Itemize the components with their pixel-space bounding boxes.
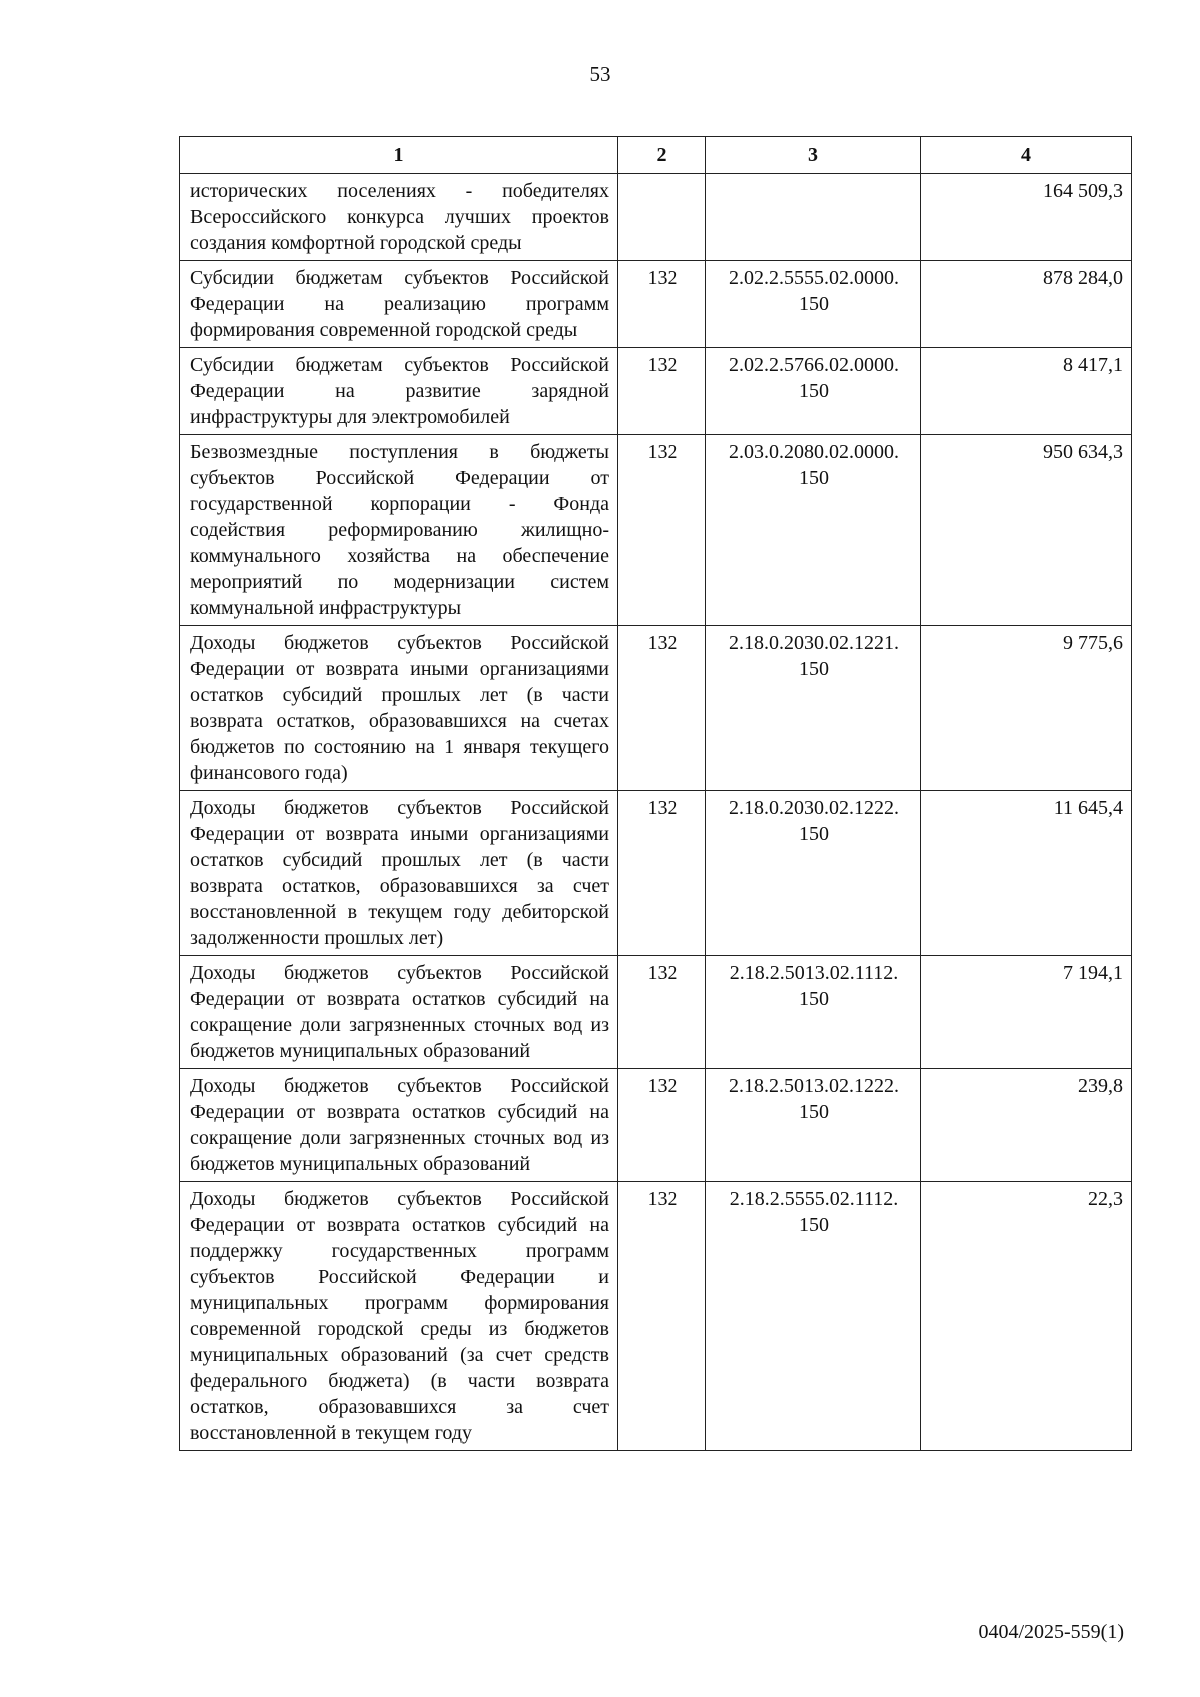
document-number: 0404/2025-559(1) (978, 1621, 1124, 1643)
row-amount: 239,8 (921, 1069, 1132, 1182)
row-admin-code: 132 (618, 626, 706, 791)
row-budget-code: 2.02.2.5555.02.0000. 150 (706, 261, 921, 348)
row-budget-code: 2.18.2.5013.02.1222. 150 (706, 1069, 921, 1182)
row-amount: 22,3 (921, 1182, 1132, 1451)
row-budget-code: 2.18.2.5013.02.1112. 150 (706, 956, 921, 1069)
row-admin-code: 132 (618, 348, 706, 435)
row-budget-code: 2.18.0.2030.02.1222. 150 (706, 791, 921, 956)
table-row (180, 435, 1132, 626)
table-row (180, 956, 1132, 1069)
column-header-4: 4 (921, 137, 1132, 174)
row-admin-code: 132 (618, 956, 706, 1069)
table-row (180, 626, 1132, 791)
row-amount: 8 417,1 (921, 348, 1132, 435)
table-row (180, 1182, 1132, 1451)
table-row (180, 261, 1132, 348)
row-description: Субсидии бюджетам субъектов Российской Федерации на реализацию программ формирования современной городской среды (180, 261, 618, 348)
table-row (180, 174, 1132, 261)
row-admin-code (618, 174, 706, 261)
row-budget-code: 2.18.0.2030.02.1221. 150 (706, 626, 921, 791)
page-number: 53 (589, 62, 611, 86)
row-description: Доходы бюджетов субъектов Российской Федерации от возврата иными организациями остатков субсидий прошлых лет (в части возврата остатков, образовавшихся на счетах бюджетов по состоянию на 1 января текущего финансового года) (180, 626, 618, 791)
table-row (180, 348, 1132, 435)
row-description: Доходы бюджетов субъектов Российской Федерации от возврата остатков субсидий на сокращение доли загрязненных сточных вод из бюджетов муниципальных образований (180, 956, 618, 1069)
table-header-row (180, 137, 1132, 174)
row-amount: 950 634,3 (921, 435, 1132, 626)
column-header-2: 2 (618, 137, 706, 174)
row-amount: 7 194,1 (921, 956, 1132, 1069)
row-description: Доходы бюджетов субъектов Российской Федерации от возврата остатков субсидий на поддержку государственных программ субъектов Российской Федерации и муниципальных программ формирования современной городской среды из бюджетов муниципальных образований (за счет средств федерального бюджета) (в части возврата остатков, образовавшихся за счет восстановленной в текущем году (180, 1182, 618, 1451)
row-budget-code: 2.03.0.2080.02.0000. 150 (706, 435, 921, 626)
row-description: Доходы бюджетов субъектов Российской Федерации от возврата иными организациями остатков субсидий прошлых лет (в части возврата остатков, образовавшихся за счет восстановленной в текущем году дебиторской задолженности прошлых лет) (180, 791, 618, 956)
row-budget-code: 2.18.2.5555.02.1112. 150 (706, 1182, 921, 1451)
row-description: Безвозмездные поступления в бюджеты субъектов Российской Федерации от государственной корпорации - Фонда содействия реформированию жилищно-коммунального хозяйства на обеспечение мероприятий по модернизации систем коммунальной инфраструктуры (180, 435, 618, 626)
column-header-3: 3 (706, 137, 921, 174)
row-amount: 11 645,4 (921, 791, 1132, 956)
row-amount: 164 509,3 (921, 174, 1132, 261)
row-admin-code: 132 (618, 791, 706, 956)
row-description: Доходы бюджетов субъектов Российской Федерации от возврата остатков субсидий на сокращение доли загрязненных сточных вод из бюджетов муниципальных образований (180, 1069, 618, 1182)
revenue-table (179, 136, 1132, 1451)
row-amount: 878 284,0 (921, 261, 1132, 348)
row-description: Субсидии бюджетам субъектов Российской Федерации на развитие зарядной инфраструктуры для электромобилей (180, 348, 618, 435)
row-admin-code: 132 (618, 1069, 706, 1182)
row-admin-code: 132 (618, 261, 706, 348)
row-amount: 9 775,6 (921, 626, 1132, 791)
table-row (180, 791, 1132, 956)
row-admin-code: 132 (618, 1182, 706, 1451)
table-row (180, 1069, 1132, 1182)
row-budget-code (706, 174, 921, 261)
row-admin-code: 132 (618, 435, 706, 626)
column-header-1: 1 (180, 137, 618, 174)
row-description: исторических поселениях - победителях Всероссийского конкурса лучших проектов создания комфортной городской среды (180, 174, 618, 261)
row-budget-code: 2.02.2.5766.02.0000. 150 (706, 348, 921, 435)
